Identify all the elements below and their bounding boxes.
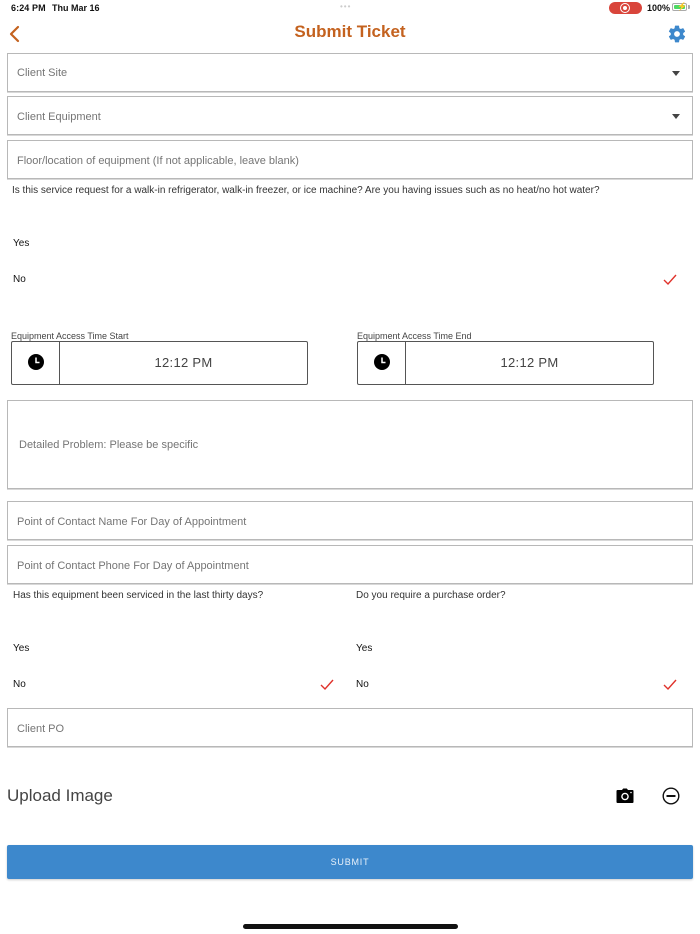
purchase-order-question: Do you require a purchase order? bbox=[356, 590, 506, 601]
camera-button[interactable] bbox=[616, 788, 634, 804]
battery-percent: 100% bbox=[647, 3, 671, 13]
caret-down-icon bbox=[672, 71, 680, 76]
home-indicator[interactable] bbox=[243, 924, 458, 929]
settings-button[interactable] bbox=[667, 24, 687, 44]
floor-location-placeholder: Floor/location of equipment (If not applicable, leave blank) bbox=[17, 155, 299, 167]
contact-phone-input[interactable] bbox=[7, 545, 693, 584]
contact-phone-placeholder: Point of Contact Phone For Day of Appointment bbox=[17, 560, 249, 572]
status-date: Thu Mar 16 bbox=[52, 3, 100, 13]
serviced-question: Has this equipment been serviced in the last thirty days? bbox=[13, 590, 264, 601]
checkmark-icon bbox=[320, 679, 334, 691]
detailed-problem-placeholder: Detailed Problem: Please be specific bbox=[19, 439, 199, 451]
access-time-end-label: Equipment Access Time End bbox=[357, 331, 472, 341]
client-po-placeholder: Client PO bbox=[17, 723, 65, 735]
access-time-start-label: Equipment Access Time Start bbox=[11, 331, 129, 341]
clock-icon bbox=[28, 354, 44, 370]
access-time-end-picker[interactable] bbox=[357, 341, 654, 385]
client-equipment-placeholder: Client Equipment bbox=[17, 111, 101, 123]
battery-fill bbox=[674, 2, 687, 11]
navigation-bar bbox=[0, 18, 700, 52]
checkmark-icon bbox=[663, 274, 677, 286]
serviced-option-yes[interactable]: Yes bbox=[13, 643, 30, 654]
po-option-yes[interactable]: Yes bbox=[356, 643, 373, 654]
remove-image-button[interactable] bbox=[662, 787, 680, 805]
charging-bolt-icon: ⚡ bbox=[677, 2, 687, 11]
battery-tip bbox=[688, 5, 690, 9]
client-site-placeholder: Client Site bbox=[17, 67, 68, 79]
submit-button[interactable]: SUBMIT bbox=[7, 845, 693, 879]
screen-recording-indicator[interactable] bbox=[609, 2, 642, 14]
clock-icon bbox=[374, 354, 390, 370]
client-equipment-dropdown[interactable] bbox=[7, 96, 693, 135]
contact-name-input[interactable] bbox=[7, 501, 693, 540]
checkmark-icon bbox=[663, 679, 677, 691]
minus-circle-icon bbox=[662, 787, 680, 805]
detailed-problem-textarea[interactable] bbox=[7, 400, 693, 489]
access-time-start-picker[interactable] bbox=[11, 341, 308, 385]
walkin-option-no[interactable]: No bbox=[13, 274, 26, 285]
caret-down-icon bbox=[672, 114, 680, 119]
battery-icon bbox=[672, 3, 687, 11]
status-time: 6:24 PM bbox=[11, 3, 46, 13]
page-title: Submit Ticket bbox=[294, 22, 406, 41]
floor-location-input[interactable] bbox=[7, 140, 693, 179]
serviced-option-no[interactable]: No bbox=[13, 679, 26, 690]
client-po-input[interactable] bbox=[7, 708, 693, 747]
record-dot bbox=[623, 6, 627, 10]
contact-name-placeholder: Point of Contact Name For Day of Appointment bbox=[17, 516, 247, 528]
po-option-no[interactable]: No bbox=[356, 679, 369, 690]
access-time-start-value: 12:12 PM bbox=[154, 355, 213, 370]
status-bar bbox=[0, 0, 700, 18]
walkin-question: Is this service request for a walk-in refrigerator, walk-in freezer, or ice machine? Are you having issues such as no heat/no hot water? bbox=[12, 185, 600, 196]
multitasking-dots-icon[interactable]: ••• bbox=[340, 2, 352, 11]
camera-icon bbox=[616, 788, 634, 804]
gear-icon bbox=[667, 24, 687, 44]
access-time-end-value: 12:12 PM bbox=[500, 355, 559, 370]
clock-button[interactable] bbox=[12, 342, 60, 384]
client-site-dropdown[interactable] bbox=[7, 53, 693, 92]
clock-button[interactable] bbox=[358, 342, 406, 384]
upload-image-label: Upload Image bbox=[7, 786, 113, 805]
walkin-option-yes[interactable]: Yes bbox=[13, 238, 30, 249]
